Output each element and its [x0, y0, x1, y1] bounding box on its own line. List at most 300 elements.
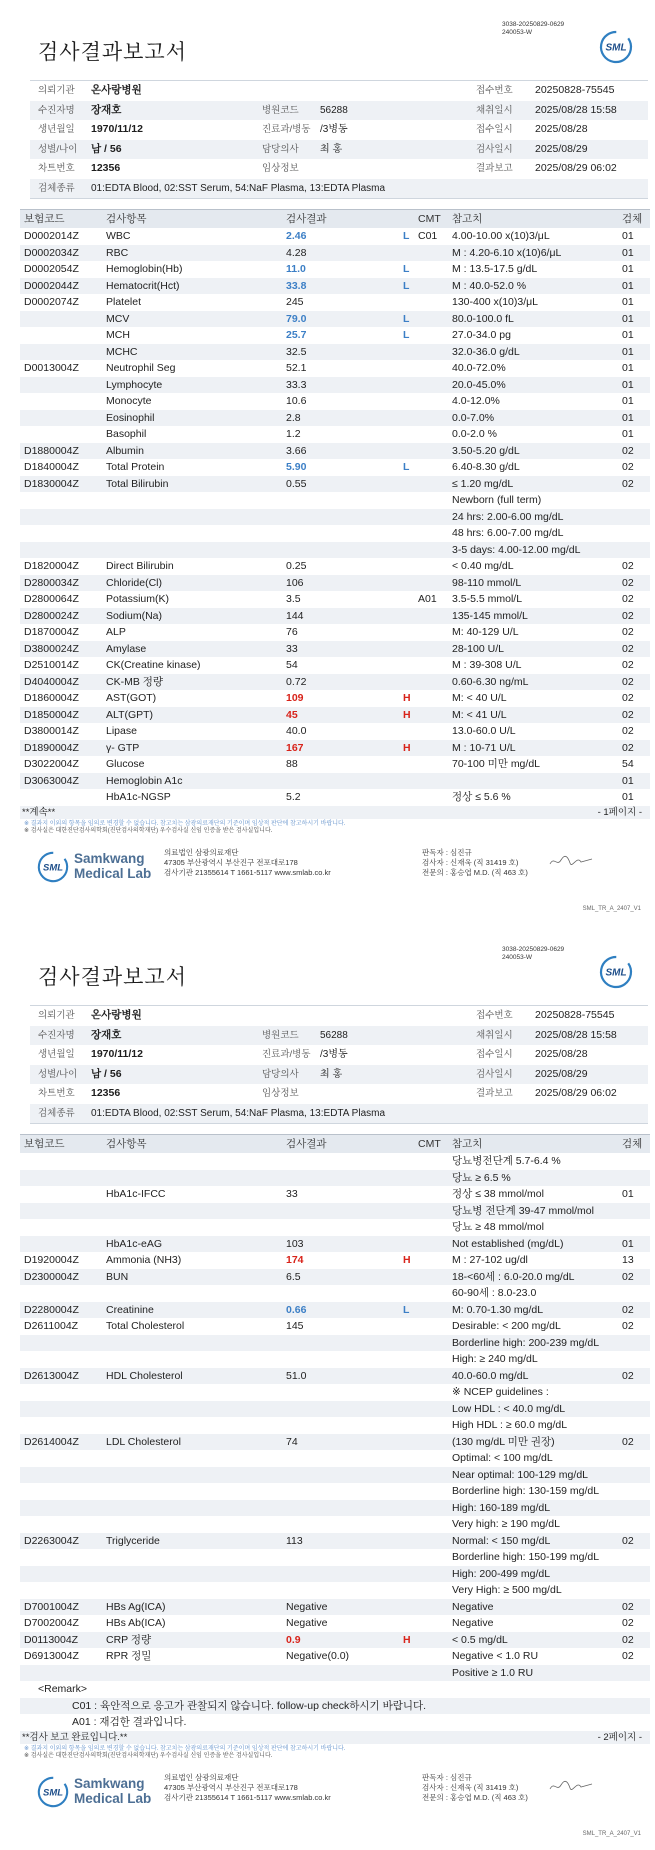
- footer-sml-logo: [36, 850, 70, 884]
- table-row: [20, 1417, 650, 1434]
- reference-range: ※ NCEP guidelines :: [452, 1386, 549, 1398]
- doctor-name: 전문의 : 홍승엽 M.D. (직 463 호): [422, 868, 528, 877]
- test-item: Platelet: [106, 296, 142, 308]
- result-flag: L: [403, 263, 410, 275]
- info-value: /3병동: [320, 1049, 348, 1060]
- table-row: [20, 1351, 650, 1368]
- reader-name: 판독자 : 심진규: [422, 848, 472, 857]
- insurance-code: D0013004Z: [24, 362, 79, 374]
- specimen-type-row: [30, 179, 648, 199]
- test-item: CRP 정량: [106, 1633, 152, 1646]
- test-result: 0.9: [286, 1633, 301, 1646]
- test-result: 144: [286, 609, 304, 622]
- info-value: 남 / 56: [91, 1067, 122, 1080]
- info-label: 채취일시: [476, 1029, 513, 1041]
- insurance-code: D2613004Z: [24, 1369, 79, 1382]
- table-row: [20, 1467, 650, 1484]
- info-value: 남 / 56: [91, 142, 122, 155]
- reference-range: ≤ 1.20 mg/dL: [452, 477, 514, 490]
- reference-range: Very High: ≥ 500 mg/dL: [452, 1584, 562, 1596]
- patient-info-row: [30, 120, 648, 140]
- info-label: 차트번호: [38, 163, 75, 174]
- insurance-code: D1850004Z: [24, 708, 79, 721]
- table-row: [20, 674, 650, 691]
- reference-range: 3-5 days: 4.00-12.00 mg/dL: [452, 543, 581, 556]
- reference-range: Negative: [452, 1617, 494, 1629]
- result-flag: L: [403, 461, 410, 473]
- test-item: HBs Ag(ICA): [106, 1600, 166, 1613]
- insurance-code: D0002054Z: [24, 263, 79, 275]
- insurance-code: D1920004Z: [24, 1254, 79, 1266]
- logo-text: SML: [43, 862, 63, 874]
- specimen-code: 13: [622, 1254, 634, 1266]
- info-value: 온사랑병원: [91, 1009, 142, 1021]
- table-row: [20, 278, 650, 295]
- reference-range: Not established (mg/dL): [452, 1237, 564, 1250]
- specimen-code: 01: [622, 296, 634, 308]
- form-code: SML_TR_A_2407_V1: [582, 1831, 641, 1837]
- document-code: [502, 21, 564, 37]
- reference-range: 27.0-34.0 pg: [452, 329, 511, 341]
- reference-range: 당뇨 ≥ 48 mmol/mol: [452, 1221, 544, 1233]
- info-label: 접수일시: [476, 1049, 513, 1060]
- info-label: 성별/나이: [38, 1068, 78, 1080]
- specimen-code: 02: [622, 1435, 634, 1448]
- info-value: 2025/08/29 06:02: [535, 162, 617, 174]
- insurance-code: D2800024Z: [24, 609, 79, 622]
- test-item: Lymphocyte: [106, 378, 163, 391]
- specimen-code: 01: [622, 246, 634, 259]
- table-row: [20, 1153, 650, 1170]
- reference-range: 6.40-8.30 g/dL: [452, 461, 520, 473]
- insurance-code: D7001004Z: [24, 1600, 79, 1613]
- table-row: [20, 476, 650, 493]
- test-result: 0.72: [286, 675, 307, 688]
- note-line: ※ 검사실은 대한진단검사의학회(진단검사의학재단) 우수검사실 신임 인증을 받은 검사실입니다.: [24, 828, 273, 834]
- info-label: 결과보고: [476, 1088, 513, 1099]
- test-result: 32.5: [286, 345, 307, 358]
- insurance-code: D0002034Z: [24, 246, 79, 259]
- insurance-code: D7002004Z: [24, 1617, 79, 1629]
- footer-signatories: [422, 1773, 528, 1803]
- patient-info-row: [30, 1045, 648, 1065]
- specimen-code: 01: [622, 791, 634, 803]
- test-item: MCH: [106, 329, 130, 341]
- patient-info-row: [30, 140, 648, 160]
- reference-range: 당뇨병 전단계 39-47 mmol/mol: [452, 1204, 594, 1217]
- test-item: Amylase: [106, 642, 147, 655]
- test-result: 1.2: [286, 428, 301, 440]
- test-result: 10.6: [286, 395, 307, 407]
- test-item: ALT(GPT): [106, 708, 154, 721]
- results-table-header: [20, 209, 650, 228]
- info-label: 임상정보: [262, 163, 299, 174]
- report-title: 검사결과보고서: [38, 41, 188, 64]
- footer-brand: [74, 1776, 151, 1806]
- reference-range: 40.0-72.0%: [452, 362, 506, 374]
- footer-signatories: [422, 848, 528, 878]
- insurance-code: D1880004Z: [24, 444, 79, 457]
- note-line: ※ 결과지 이외의 항목을 임의로 변경할 수 없습니다. 참고치는 삼광의료재단의 기준이며 임상적 판단에 참고하시기 바랍니다.: [24, 1746, 346, 1752]
- insurance-code: D2263004Z: [24, 1534, 79, 1547]
- column-header-code: 보험코드: [24, 213, 65, 225]
- specimen-code: 54: [622, 758, 634, 770]
- info-label: 생년월일: [38, 124, 75, 135]
- info-label: 차트번호: [38, 1088, 75, 1099]
- test-item: AST(GOT): [106, 692, 157, 704]
- reference-range: 40.0-60.0 mg/dL: [452, 1369, 529, 1382]
- reference-range: Borderline high: 200-239 mg/dL: [452, 1336, 600, 1349]
- result-flag: L: [403, 329, 410, 341]
- page-number: - 2페이지 -: [597, 1732, 642, 1743]
- reference-range: 32.0-36.0 g/dL: [452, 345, 520, 358]
- insurance-code: D2800064Z: [24, 593, 79, 605]
- column-header-item: 검사항목: [106, 213, 147, 225]
- insurance-code: D2510014Z: [24, 659, 79, 671]
- table-row: [20, 558, 650, 575]
- info-value: 2025/08/29: [535, 142, 588, 155]
- table-row: [20, 294, 650, 311]
- specimen-code: 02: [622, 1303, 634, 1316]
- insurance-code: D1830004Z: [24, 477, 79, 490]
- logo-text: SML: [605, 42, 627, 54]
- report-notes: [24, 821, 346, 835]
- insurance-code: D2800034Z: [24, 576, 79, 589]
- test-result: 6.5: [286, 1270, 301, 1283]
- result-flag: L: [403, 312, 410, 325]
- test-item: Total Protein: [106, 461, 165, 473]
- test-item: Potassium(K): [106, 593, 170, 605]
- info-label: 담당의사: [262, 143, 299, 155]
- specimen-code: 02: [622, 659, 634, 671]
- patient-info-row: [30, 159, 648, 179]
- info-label: 생년월일: [38, 1049, 75, 1060]
- test-item: BUN: [106, 1270, 129, 1283]
- table-row: [20, 509, 650, 526]
- table-row: [20, 1500, 650, 1517]
- info-value: 1970/11/12: [91, 123, 143, 135]
- sml-logo: [598, 954, 634, 990]
- table-row: [20, 1615, 650, 1632]
- doctor-name: 전문의 : 홍승엽 M.D. (직 463 호): [422, 1793, 528, 1802]
- reference-range: M: < 41 U/L: [452, 708, 507, 721]
- reference-range: Negative < 1.0 RU: [452, 1650, 539, 1662]
- footer-brand: [74, 851, 151, 881]
- test-result: Negative: [286, 1617, 328, 1629]
- column-header-cmt: CMT: [418, 1138, 441, 1150]
- reference-range: High: ≥ 240 mg/dL: [452, 1353, 538, 1365]
- footer-organization: [164, 848, 331, 878]
- insurance-code: D2300004Z: [24, 1270, 79, 1283]
- specimen-code: 01: [622, 1237, 634, 1250]
- test-item: Monocyte: [106, 395, 152, 407]
- test-result: 3.5: [286, 593, 301, 605]
- test-item: RBC: [106, 246, 129, 259]
- page-end-line: [20, 1731, 650, 1744]
- remark-title: <Remark>: [38, 1683, 88, 1695]
- reference-range: 당뇨 ≥ 6.5 %: [452, 1171, 511, 1184]
- reference-range: < 0.5 mg/dL: [452, 1633, 508, 1646]
- column-header-cmt: CMT: [418, 213, 441, 225]
- reference-range: M : 39-308 U/L: [452, 659, 522, 671]
- reference-range: 4.0-12.0%: [452, 395, 500, 407]
- patient-info-row: [30, 1006, 648, 1026]
- patient-info-row: [30, 101, 648, 121]
- column-header-result: 검사결과: [286, 1138, 327, 1150]
- table-row: [20, 1599, 650, 1616]
- specimen-code: 02: [622, 1270, 634, 1283]
- logo-text: SML: [43, 1787, 63, 1799]
- specimen-code: 01: [622, 395, 634, 407]
- test-item: CK(Creatine kinase): [106, 659, 201, 671]
- table-row: [20, 1368, 650, 1385]
- test-item: Direct Bilirubin: [106, 560, 174, 572]
- specimen-code: 01: [622, 362, 634, 374]
- table-row: [20, 740, 650, 757]
- test-result: 113: [286, 1534, 303, 1547]
- organization-name: 의료법인 삼광의료재단: [164, 848, 239, 857]
- specimen-code: 02: [622, 725, 634, 737]
- reference-range: M : 10-71 U/L: [452, 741, 516, 754]
- table-row: [20, 492, 650, 509]
- reference-range: Desirable: < 200 mg/dL: [452, 1320, 561, 1332]
- reference-range: 3.5-5.5 mmol/L: [452, 593, 523, 605]
- insurance-code: D4040004Z: [24, 675, 79, 688]
- test-item: Albumin: [106, 444, 144, 457]
- specimen-type-value: 01:EDTA Blood, 02:SST Serum, 54:NaF Plasma, 13:EDTA Plasma: [91, 182, 386, 194]
- test-result: 245: [286, 296, 304, 308]
- specimen-code: 02: [622, 708, 634, 721]
- specimen-code: 02: [622, 626, 634, 638]
- result-flag: L: [403, 1303, 410, 1316]
- reference-range: Positive ≥ 1.0 RU: [452, 1666, 534, 1679]
- organization-contact: 검사기관 21355614 T 1661-5117 www.smlab.co.kr: [164, 1793, 331, 1802]
- test-result: 5.2: [286, 791, 301, 803]
- test-item: Chloride(Cl): [106, 576, 163, 589]
- specimen-code: 02: [622, 444, 634, 457]
- table-row: [20, 1648, 650, 1665]
- remark-row: [20, 1698, 650, 1715]
- test-item: ALP: [106, 626, 126, 638]
- brand-name: Medical Lab: [74, 866, 152, 881]
- info-value: 20250828-75545: [535, 1009, 615, 1021]
- column-header-specimen: 검체: [622, 1138, 643, 1150]
- specimen-code: 01: [622, 329, 634, 341]
- specimen-code: 01: [622, 774, 634, 787]
- info-value: 2025/08/28 15:58: [535, 1028, 617, 1041]
- table-row: [20, 1434, 650, 1451]
- test-item: Total Bilirubin: [106, 477, 169, 490]
- reference-range: 28-100 U/L: [452, 642, 504, 655]
- info-value: 12356: [91, 1087, 121, 1099]
- remark-row: [20, 1681, 650, 1698]
- insurance-code: D0002014Z: [24, 230, 79, 242]
- table-row: [20, 657, 650, 674]
- brand-name: Medical Lab: [74, 1791, 152, 1806]
- info-value: 2025/08/29: [535, 1067, 588, 1080]
- comment-code: C01: [418, 230, 438, 242]
- reference-range: Borderline high: 150-199 mg/dL: [452, 1551, 600, 1563]
- test-result: 0.55: [286, 477, 307, 490]
- test-result: 74: [286, 1435, 298, 1448]
- tester-name: 검사자 : 신재욱 (직 31419 호): [422, 858, 519, 867]
- reference-range: Near optimal: 100-129 mg/dL: [452, 1468, 588, 1481]
- specimen-type-label: 검체종류: [38, 182, 75, 194]
- test-result: 3.66: [286, 444, 307, 457]
- patient-info-block: [30, 1005, 648, 1124]
- result-flag: H: [403, 741, 411, 754]
- specimen-code: 02: [622, 741, 634, 754]
- comment-code: A01: [418, 593, 437, 605]
- info-value: 2025/08/28: [535, 123, 588, 135]
- info-label: 임상정보: [262, 1088, 299, 1099]
- page-end-line: [20, 806, 650, 819]
- results-table-header: [20, 1134, 650, 1153]
- note-line: ※ 검사실은 대한진단검사의학회(진단검사의학재단) 우수검사실 신임 인증을 받은 검사실입니다.: [24, 1753, 273, 1759]
- specimen-code: 02: [622, 1369, 634, 1382]
- test-item: HBs Ab(ICA): [106, 1617, 166, 1629]
- info-label: 접수번호: [476, 1010, 513, 1021]
- document-code-line: 3038-20250829-0629: [502, 946, 565, 953]
- footer-organization: [164, 1773, 331, 1803]
- info-value: 2025/08/28 15:58: [535, 103, 617, 116]
- reference-range: 0.60-6.30 ng/mL: [452, 675, 529, 688]
- specimen-type-row: [30, 1104, 648, 1124]
- test-result: 174: [286, 1254, 304, 1266]
- test-result: 33.8: [286, 279, 307, 292]
- remark-item: C01 : 육안적으로 응고가 관찰되지 않습니다. follow-up check하시기 바랍니다.: [72, 1699, 427, 1712]
- reference-range: 20.0-45.0%: [452, 378, 506, 391]
- reference-range: 0.0-7.0%: [452, 411, 495, 424]
- sml-logo: [598, 29, 634, 65]
- document-code-line: 240053-W: [502, 954, 532, 961]
- test-result: 0.66: [286, 1303, 307, 1316]
- specimen-code: 02: [622, 461, 634, 473]
- results-table: [20, 1134, 650, 1731]
- reference-range: 당뇨병전단계 5.7-6.4 %: [452, 1155, 561, 1167]
- document-code: [502, 946, 564, 962]
- table-row: [20, 789, 650, 806]
- test-result: 103: [286, 1237, 304, 1250]
- table-row: [20, 1186, 650, 1203]
- insurance-code: D0002074Z: [24, 296, 79, 308]
- remark-item: A01 : 재검한 결과입니다.: [72, 1716, 187, 1728]
- page-end-note: **검사 보고 완료입니다.**: [22, 1732, 128, 1743]
- table-row: [20, 525, 650, 542]
- reference-range: 80.0-100.0 fL: [452, 312, 514, 325]
- reference-range: Very high: ≥ 190 mg/dL: [452, 1518, 560, 1530]
- column-header-item: 검사항목: [106, 1138, 147, 1150]
- test-item: LDL Cholesterol: [106, 1435, 181, 1448]
- table-row: [20, 1269, 650, 1286]
- insurance-code: D6913004Z: [24, 1650, 79, 1662]
- specimen-code: 02: [622, 675, 634, 688]
- patient-info-row: [30, 1084, 648, 1104]
- result-flag: L: [403, 230, 410, 242]
- table-row: [20, 393, 650, 410]
- test-result: 25.7: [286, 329, 307, 341]
- specimen-code: 02: [622, 692, 634, 704]
- table-row: [20, 327, 650, 344]
- reference-range: 3.50-5.20 g/dL: [452, 444, 520, 457]
- test-result: 145: [286, 1320, 304, 1332]
- test-result: 106: [286, 576, 304, 589]
- patient-info-row: [30, 81, 648, 101]
- insurance-code: D3800014Z: [24, 725, 79, 737]
- result-flag: H: [403, 692, 411, 704]
- specimen-code: 02: [622, 1617, 634, 1629]
- table-row: [20, 1203, 650, 1220]
- specimen-code: 02: [622, 609, 634, 622]
- info-value: 2025/08/28: [535, 1048, 588, 1060]
- info-label: 병원코드: [262, 1029, 299, 1041]
- info-value: /3병동: [320, 124, 348, 135]
- table-row: [20, 1450, 650, 1467]
- report-page: [0, 925, 655, 1850]
- brand-name: Samkwang: [74, 1776, 145, 1791]
- specimen-code: 02: [622, 576, 634, 589]
- info-label: 의뢰기관: [38, 1010, 75, 1021]
- info-label: 진료과/병동: [262, 124, 311, 135]
- table-row: [20, 1516, 650, 1533]
- reference-range: 70-100 미만 mg/dL: [452, 758, 540, 770]
- test-result: 76: [286, 626, 298, 638]
- test-result: Negative: [286, 1600, 328, 1613]
- table-row: [20, 344, 650, 361]
- specimen-code: 01: [622, 263, 634, 275]
- insurance-code: D1890004Z: [24, 741, 79, 754]
- test-result: 11.0: [286, 263, 306, 275]
- test-item: Eosinophil: [106, 411, 155, 424]
- table-row: [20, 245, 650, 262]
- reference-range: 130-400 x(10)3/μL: [452, 296, 539, 308]
- reference-range: Newborn (full term): [452, 494, 542, 506]
- test-result: 5.90: [286, 461, 307, 473]
- report-title: 검사결과보고서: [38, 966, 188, 989]
- test-item: Hematocrit(Hct): [106, 279, 180, 292]
- table-row: [20, 228, 650, 245]
- column-header-specimen: 검체: [622, 213, 643, 225]
- table-row: [20, 1566, 650, 1583]
- insurance-code: D3800024Z: [24, 642, 79, 655]
- reference-range: M : 4.20-6.10 x(10)6/μL: [452, 246, 562, 259]
- test-result: 79.0: [286, 312, 307, 325]
- specimen-code: 01: [622, 1188, 634, 1200]
- table-row: [20, 1665, 650, 1682]
- insurance-code: D2280004Z: [24, 1303, 79, 1316]
- test-item: Hemoglobin(Hb): [106, 263, 183, 275]
- reader-name: 판독자 : 심진규: [422, 1773, 472, 1782]
- table-row: [20, 624, 650, 641]
- table-row: [20, 360, 650, 377]
- reference-range: High HDL : ≥ 60.0 mg/dL: [452, 1419, 568, 1431]
- table-row: [20, 377, 650, 394]
- specimen-code: 02: [622, 1650, 634, 1662]
- info-value: 최 홍: [320, 143, 343, 155]
- table-row: [20, 575, 650, 592]
- table-row: [20, 542, 650, 559]
- specimen-code: 02: [622, 1320, 634, 1332]
- test-item: RPR 정밀: [106, 1650, 152, 1662]
- test-item: MCHC: [106, 345, 138, 358]
- reference-range: 4.00-10.00 x(10)3/μL: [452, 230, 550, 242]
- info-label: 결과보고: [476, 163, 513, 174]
- note-line: ※ 결과지 이외의 항목을 임의로 변경할 수 없습니다. 참고치는 삼광의료재단의 기준이며 임상적 판단에 참고하시기 바랍니다.: [24, 821, 346, 827]
- table-row: [20, 690, 650, 707]
- table-row: [20, 443, 650, 460]
- specimen-code: 02: [622, 1534, 634, 1547]
- info-label: 병원코드: [262, 104, 299, 116]
